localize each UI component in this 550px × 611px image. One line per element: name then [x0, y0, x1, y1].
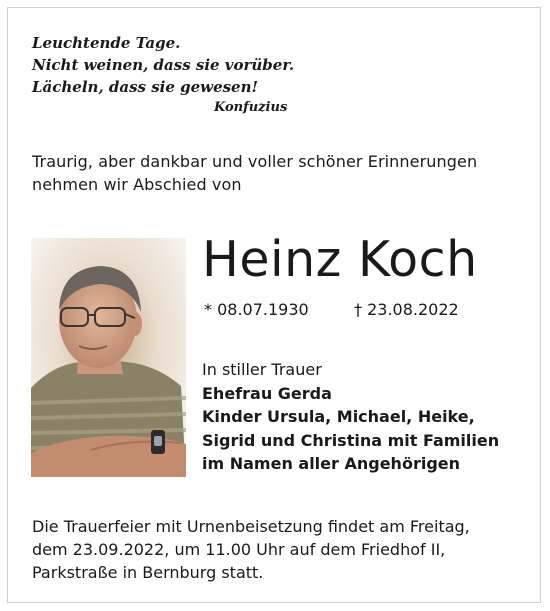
mourners-heading: In stiller Trauer — [202, 360, 322, 379]
funeral-service-info — [32, 515, 532, 584]
mourner-line: im Namen aller Angehörigen — [202, 454, 461, 473]
service-line: Die Trauerfeier mit Urnenbeisetzung findet am Freitag, — [32, 517, 470, 536]
birth-date: * 08.07.1930 — [204, 300, 309, 319]
life-dates — [204, 299, 514, 321]
mourner-line: Kinder Ursula, Michael, Heike, — [202, 407, 475, 426]
quote-line: Lächeln, dass sie gewesen! — [32, 78, 259, 96]
intro-text — [32, 150, 532, 196]
quote-line: Nicht weinen, dass sie vorüber. — [32, 56, 295, 74]
deceased-name: Heinz Koch — [202, 231, 478, 288]
death-date: † 23.08.2022 — [354, 300, 459, 319]
intro-line: Traurig, aber dankbar und voller schöner Erinnerungen — [32, 152, 478, 171]
quote-line: Leuchtende Tage. — [32, 34, 181, 52]
memorial-quote — [32, 32, 294, 118]
mourner-line: Ehefrau Gerda — [202, 383, 332, 403]
intro-line: nehmen wir Abschied von — [32, 175, 242, 194]
quote-author: Konfuzius — [214, 100, 288, 115]
mourners-block — [202, 358, 499, 476]
service-line: Parkstraße in Bernburg statt. — [32, 563, 264, 582]
portrait-photo — [31, 238, 186, 477]
service-line: dem 23.09.2022, um 11.00 Uhr auf dem Friedhof II, — [32, 540, 446, 559]
mourner-line: Sigrid und Christina mit Familien — [202, 430, 500, 450]
